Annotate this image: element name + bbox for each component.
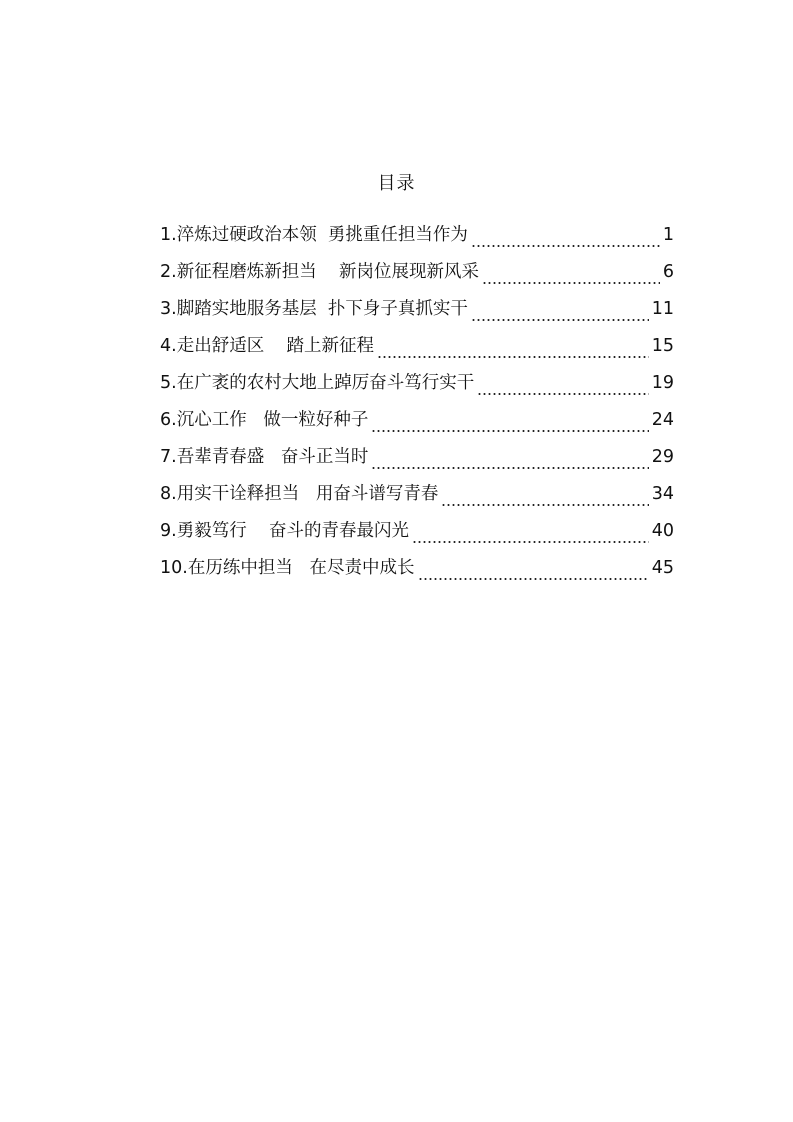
toc-entry-5[interactable] — [160, 370, 674, 407]
dot-leader — [377, 355, 649, 359]
toc-entry-number: 4. — [160, 336, 177, 356]
toc-entry-title: 在历练中担当 在尽责中成长 — [187, 558, 415, 578]
toc-entry-number: 10. — [160, 558, 188, 578]
toc-entry-4[interactable] — [160, 333, 674, 370]
dot-leader — [482, 281, 660, 285]
dot-leader — [471, 318, 649, 322]
toc-entry-1[interactable] — [160, 222, 674, 259]
toc-entry-9[interactable] — [160, 518, 674, 555]
toc-title: 目录 — [377, 173, 416, 194]
toc-entry-number: 7. — [160, 447, 177, 467]
toc-entry-number: 1. — [160, 225, 177, 245]
toc-entry-page: 11 — [651, 299, 674, 319]
table-of-contents — [160, 222, 674, 592]
toc-entry-page: 6 — [662, 262, 674, 282]
toc-entry-page: 1 — [662, 225, 674, 245]
toc-entry-number: 5. — [160, 373, 177, 393]
dot-leader — [471, 244, 660, 248]
toc-entry-page: 34 — [651, 484, 674, 504]
toc-entry-number: 3. — [160, 299, 177, 319]
toc-entry-title: 走出舒适区 踏上新征程 — [176, 336, 374, 356]
toc-entry-title: 用实干诠释担当 用奋斗谱写青春 — [176, 484, 439, 504]
toc-entry-page: 29 — [651, 447, 674, 467]
toc-entry-title: 勇毅笃行 奋斗的青春最闪光 — [176, 521, 409, 541]
toc-entry-number: 2. — [160, 262, 177, 282]
toc-entry-3[interactable] — [160, 296, 674, 333]
toc-entry-page: 15 — [651, 336, 674, 356]
toc-entry-page: 40 — [651, 521, 674, 541]
toc-entry-page: 45 — [651, 558, 674, 578]
toc-entry-6[interactable] — [160, 407, 674, 444]
toc-entry-10[interactable] — [160, 555, 674, 592]
dot-leader — [418, 577, 649, 581]
toc-entry-page: 19 — [651, 373, 674, 393]
toc-entry-number: 9. — [160, 521, 177, 541]
dot-leader — [477, 392, 649, 396]
toc-entry-title: 沉心工作 做一粒好种子 — [176, 410, 369, 430]
dot-leader — [412, 540, 649, 544]
toc-entry-number: 8. — [160, 484, 177, 504]
toc-entry-page: 24 — [651, 410, 674, 430]
toc-entry-8[interactable] — [160, 481, 674, 518]
toc-entry-title: 新征程磨炼新担当 新岗位展现新风采 — [176, 262, 479, 282]
toc-entry-7[interactable] — [160, 444, 674, 481]
toc-entry-2[interactable] — [160, 259, 674, 296]
dot-leader — [371, 466, 648, 470]
toc-entry-title: 在广袤的农村大地上踔厉奋斗笃行实干 — [176, 373, 475, 393]
toc-entry-number: 6. — [160, 410, 177, 430]
dot-leader — [441, 503, 648, 507]
toc-entry-title: 脚踏实地服务基层 扑下身子真抓实干 — [176, 299, 468, 319]
toc-entry-title: 淬炼过硬政治本领 勇挑重任担当作为 — [176, 225, 468, 245]
toc-entry-title: 吾辈青春盛 奋斗正当时 — [176, 447, 369, 467]
dot-leader — [371, 429, 648, 433]
